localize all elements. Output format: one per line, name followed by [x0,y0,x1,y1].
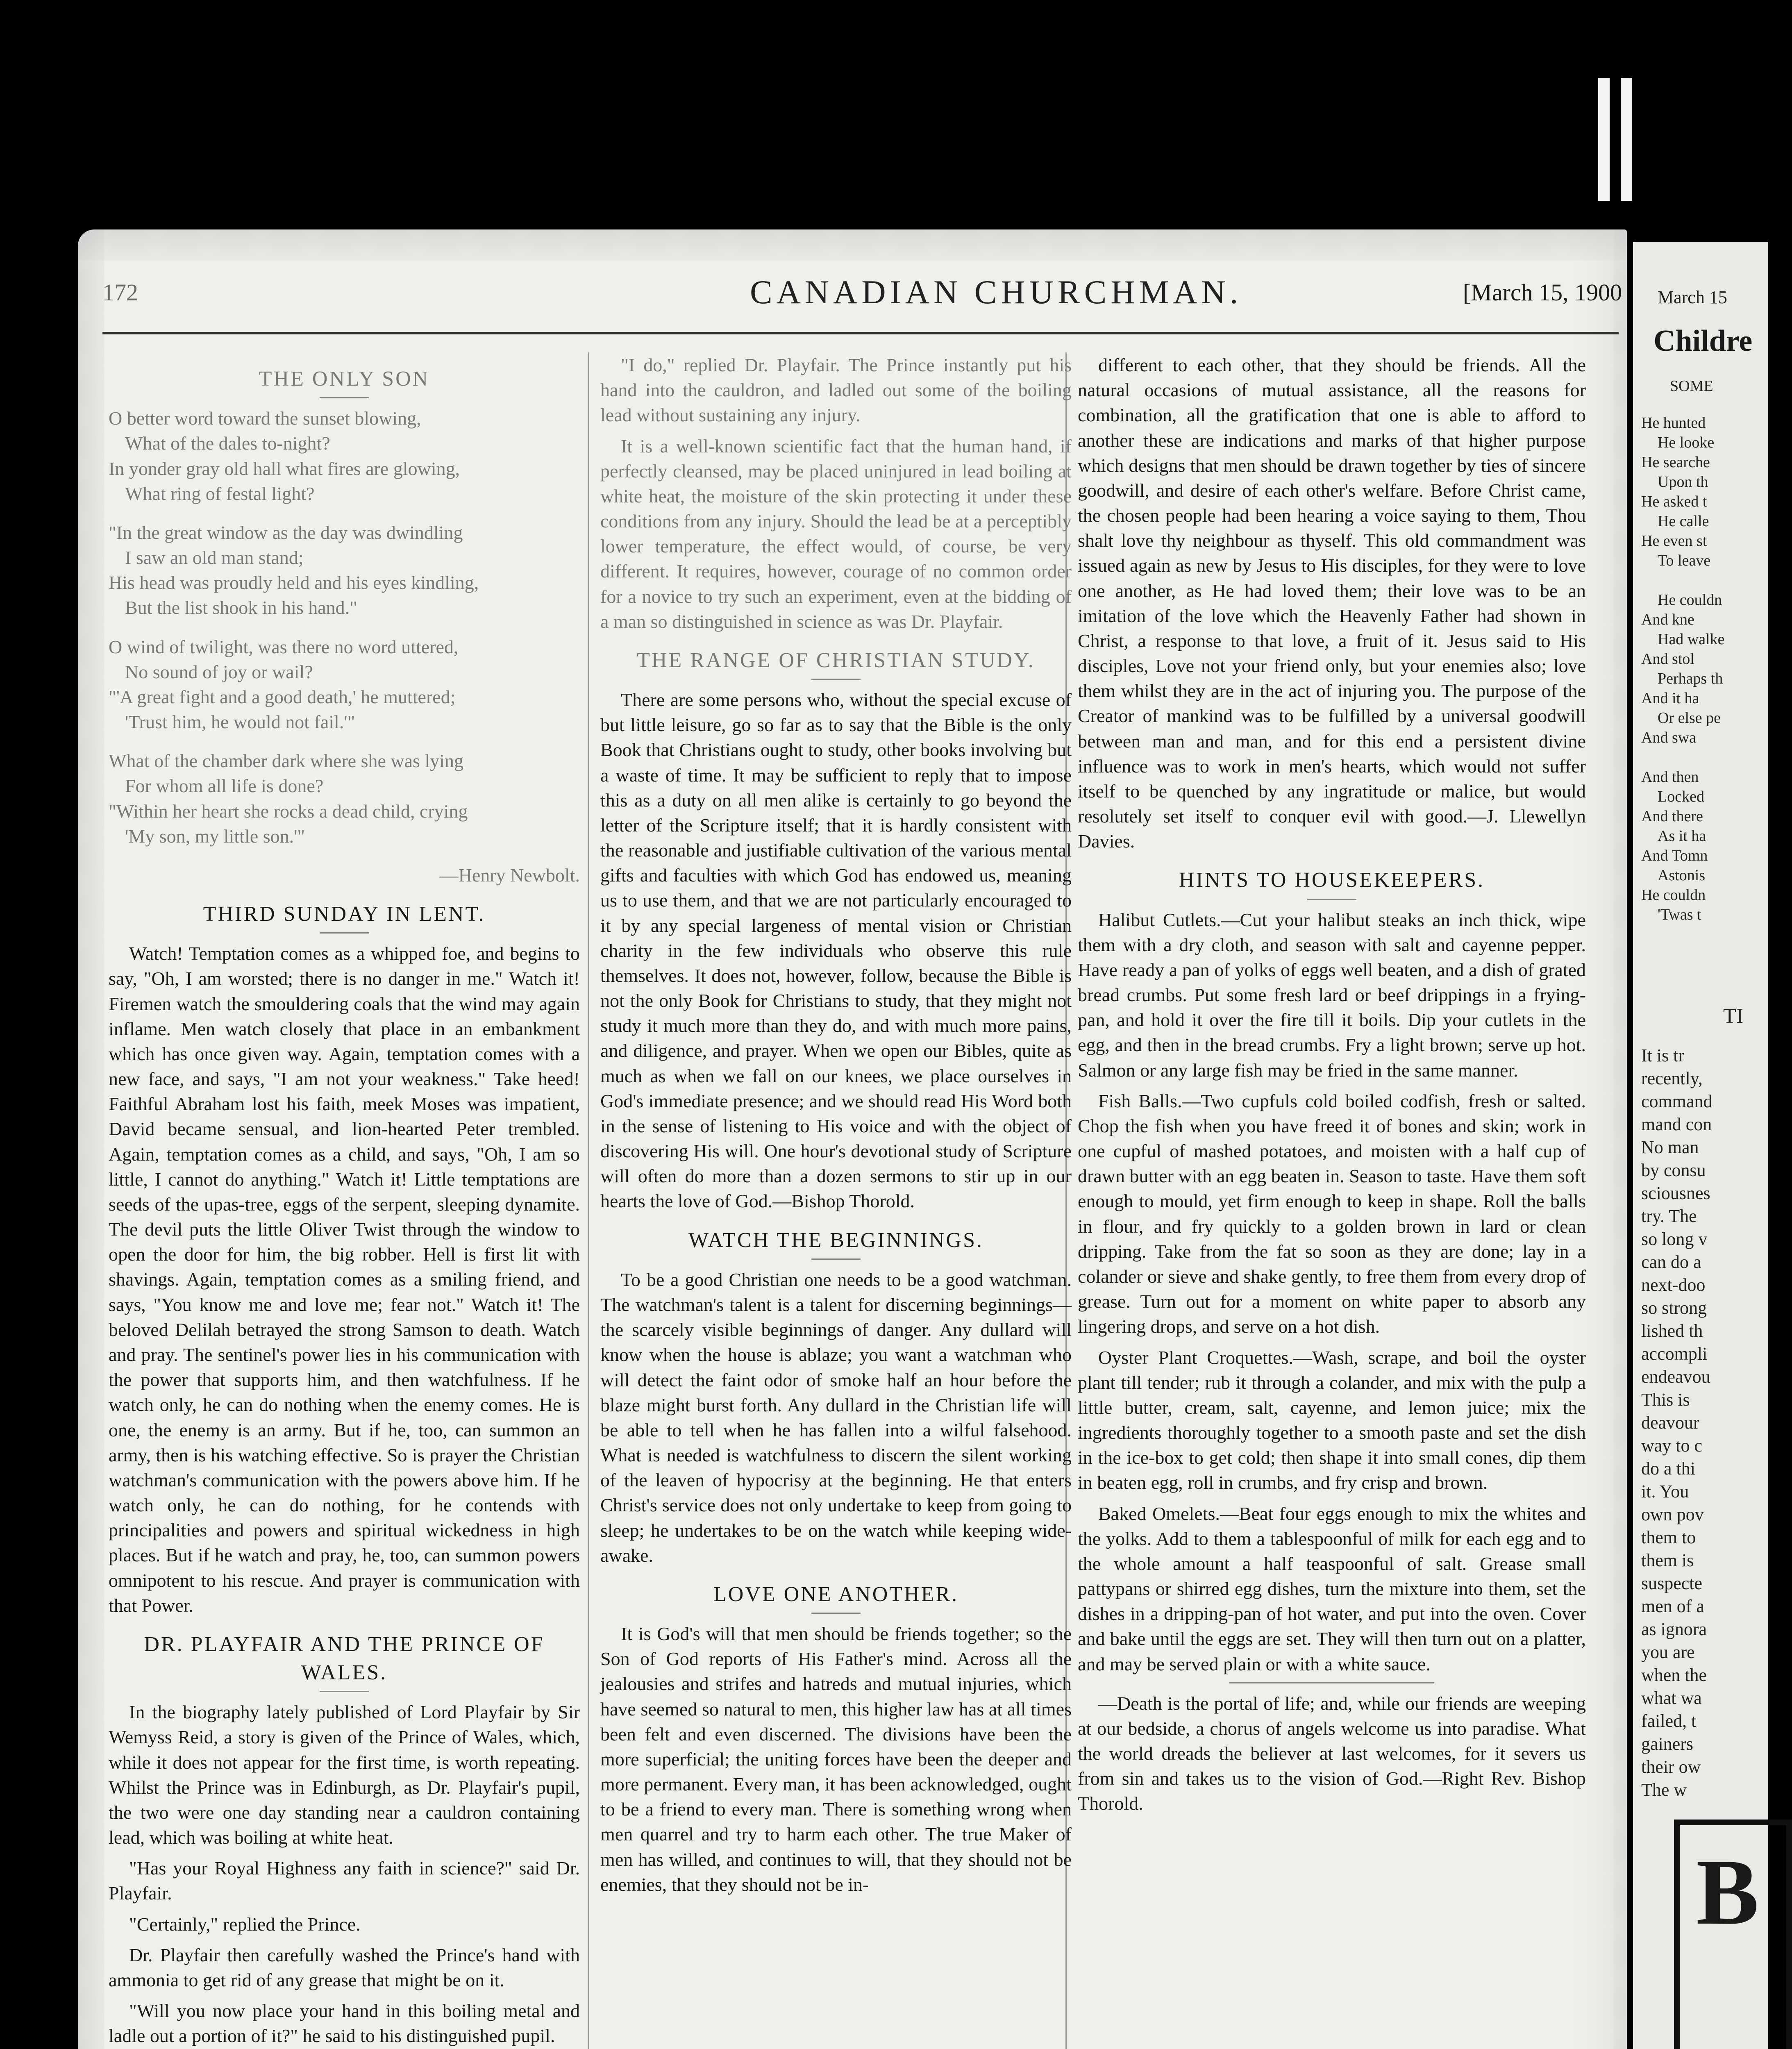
facing-page-line: It is tr [1641,1045,1685,1065]
poem-line: What of the chamber dark where she was lying [109,750,464,772]
facing-page-line: To leave [1658,552,1711,569]
facing-page-line: when the [1641,1665,1707,1685]
poem [109,406,580,888]
poem-line: O better word toward the sunset blowing, [109,408,421,429]
poem-line: "'A great fight and a good death,' he muttered; [109,686,456,707]
masthead: CANADIAN CHURCHMAN. [750,273,1242,311]
title-rule [320,932,369,934]
facing-page-line: command [1641,1091,1713,1111]
column-divider [588,352,589,2049]
facing-page-line: them to [1641,1527,1696,1547]
facing-page-line: can do a [1641,1252,1701,1272]
watch-title: WATCH THE BEGINNINGS. [688,1228,983,1252]
poem-line: 'My son, my little son.'" [125,825,305,847]
facing-page-subtitle: SOME [1670,377,1713,395]
playfair-continued: "I do," replied Dr. Playfair. The Prince instantly put his hand into the cauldron, and ladled out some of the boiling lead without sustaining any injury. [600,354,1072,426]
facing-page-line: sciousnes [1641,1183,1710,1203]
film-mark [1598,78,1610,201]
title-rule [811,1258,861,1260]
facing-page [1633,242,1768,2049]
poem-line: I saw an old man stand; [125,547,304,568]
love-title: LOVE ONE ANOTHER. [713,1582,959,1606]
facing-page-line: gainers [1641,1734,1694,1754]
facing-page-line: lished th [1641,1321,1703,1341]
facing-page-line: He couldn [1641,886,1706,904]
hint-recipe: Oyster Plant Croquettes.—Wash, scrape, and boil the oyster plant till tender; rub it through a colander, and mix with the pulp a little butter, cream, salt, cayenne, and lemon juice; mix the ingredients thoroughly together to a smooth paste and set the dish in the ice-box to get cold; then shape it into small cones, dip them in beaten egg, roll in crumbs, and fry crisp and brown. [1078,1347,1586,1493]
page-header [78,270,1627,332]
playfair-paragraph: In the biography lately published of Lord Playfair by Sir Wemyss Reid, a story is given of the Prince of Wales, which, while it does not appear for the first time, is worth repeating. Whilst the Prince was in Edinburgh, as Dr. Playfair's pupil, the two were one day standing near a cauldron containing lead, which was boiling at white heat. [109,1701,580,1848]
newspaper-page [78,229,1627,2049]
facing-page-line: And kne [1641,611,1694,628]
facing-page-line: He asked t [1641,493,1707,510]
facing-page-line: endeavou [1641,1367,1710,1387]
poem-stanza [109,520,580,620]
column-3 [1078,352,1586,1822]
title-rule [320,397,369,398]
playfair-paragraph: Dr. Playfair then carefully washed the Prince's hand with ammonia to get rid of any grease that might be on it. [109,1944,580,1990]
facing-page-line: so strong [1641,1298,1707,1318]
facing-page-line: accompli [1641,1344,1708,1364]
facing-page-line: As it ha [1658,827,1706,845]
facing-page-line: their ow [1641,1757,1701,1777]
issue-date: [March 15, 1900 [1463,279,1622,306]
facing-page-line: He searche [1641,454,1710,471]
poem-line: What ring of festal light? [125,483,315,504]
facing-page-line: do a thi [1641,1458,1695,1479]
facing-page-line: And then [1641,768,1699,786]
film-mark [1621,78,1632,201]
facing-page-line: No man [1641,1137,1699,1157]
facing-page-line: you are [1641,1642,1695,1662]
poem-line: What of the dales to-night? [125,433,330,454]
column-2 [600,352,1072,1903]
facing-page-line: He looke [1658,434,1715,451]
facing-page-line: suspecte [1641,1573,1703,1593]
section-rule [1229,1682,1434,1683]
column-1 [109,352,580,2049]
range-title: THE RANGE OF CHRISTIAN STUDY. [637,648,1035,672]
facing-page-line: own pov [1641,1504,1704,1524]
facing-page-line: by consu [1641,1160,1706,1180]
poem-line: 'Trust him, he would not fail.'" [125,711,355,733]
poem-line: O wind of twilight, was there no word uttered, [109,636,459,657]
facing-page-line: And swa [1641,729,1697,746]
facing-page-line: And it ha [1641,690,1699,707]
playfair-title: DR. PLAYFAIR AND THE PRINCE OF WALES. [144,1632,545,1685]
poem-line: But the list shook in his hand." [125,597,357,618]
facing-page-line: He calle [1658,513,1709,530]
facing-page-line: 'Twas t [1658,906,1701,923]
poem-stanza [109,406,580,506]
facing-page-line: And Tomn [1641,847,1708,864]
facing-page-line: way to c [1641,1436,1703,1456]
facing-page-line: recently, [1641,1068,1703,1088]
facing-page-line: them is [1641,1550,1694,1570]
facing-page-date: March 15 [1658,287,1727,307]
facing-page-line: He even st [1641,532,1707,550]
poem-line: His head was proudly held and his eyes kindling, [109,572,479,593]
hint-recipe: Halibut Cutlets.—Cut your halibut steaks an inch thick, wipe them with a dry cloth, and season with salt and cayenne pepper. Have ready a pan of yolks of eggs well beaten, and a dish of grated bread crumbs. Put some fresh lard or beef drippings in a frying-pan, and hold it over the fire till it boils. Dip your cutlets in the egg, and then in the bread crumbs. Fry a light brown; serve up hot. Salmon or any large fish may be fried in the same manner. [1078,909,1586,1081]
facing-page-line: Locked [1658,788,1704,805]
facing-page-line: failed, t [1641,1711,1697,1731]
lent-text: Watch! Temptation comes as a whipped foe, and begins to say, "Oh, I am worsted; there is no danger in me." Watch it! Firemen watch the smouldering coals that the wind may again inflame. Men watch closely that place in an embankment which has once given way. Again, temptation comes with a new face, and says, "I am not your weakness." Take heed! Faithful Abraham lost his faith, meek Moses was impatient, David became sensual, and lion-hearted Peter trembled. Again, temptation comes as a child, and says, "Oh, I am so little, I cannot do anything." Watch it! Little temptations are seeds of the upas-tree, eggs of the serpent, sleeping dynamite. The devil puts the little Oliver Twist through the window to open the door for him, the big robber. Hell is first lit with shavings. Again, temptation comes as a smiling friend, and says, "You know me and love me; fear not." Watch it! The beloved Delilah betrayed the strong Samson to death. Watch and pray. The sentinel's power lies in his communication with the power that supports him, and then watchfulness. If he watch only, he can do nothing when the enemy comes. He is one, the enemy is an army. But if he, too, can summon an army, then is his watching effective. So is prayer the Christian watchman's communication with the powers above him. If he watch only, he can do nothing, for he contends with principalities and powers and spiritual wickedness in high places. But if he watch and pray, he, too, can summon powers omnipotent to his rescue. And prayer is communication with that Power. [109,943,580,1616]
facing-page-line: try. The [1641,1206,1697,1226]
facing-page-line: Perhaps th [1658,670,1723,687]
facing-page-line: This is [1641,1390,1690,1410]
facing-page-line: The w [1641,1780,1687,1800]
poem-author: —Henry Newbolt. [439,864,580,886]
hint-recipe: Baked Omelets.—Beat four eggs enough to mix the whites and the yolks. Add to them a tablespoonful of milk for each egg and to the whole amount a half teaspoonful of salt. Grease small pattypans or shirred egg dishes, turn the mixture into them, set the dishes in a dripping-pan of hot water, and put into the oven. Cover and bake until the eggs are set. They will then turn out on a platter, and may be served plain or with a white sauce. [1078,1503,1586,1674]
poem-title: THE ONLY SON [259,367,430,391]
facing-page-line: And there [1641,808,1703,825]
hints-title: HINTS TO HOUSEKEEPERS. [1179,868,1485,892]
playfair-paragraph: "Has your Royal Highness any faith in science?" said Dr. Playfair. [109,1858,580,1904]
hint-recipe: Fish Balls.—Two cupfuls cold boiled codfish, fresh or salted. Chop the fish when you have freed it of bones and skin; work in one cupful of mashed potatoes, and moisten with a half cup of drawn butter with an egg beaten in. Season to taste. Have them soft enough to mould, yet firm enough to keep in shape. Roll the balls in flour, and fry quickly to a golden brown in lard or clean dripping. Take from the fat so soon as they are done; lay in a colander or sieve and shake gently, to free them from every drop of grease. Turn out for a moment on white paper to absorb any lingering drops, and serve on a hot dish. [1078,1090,1586,1337]
facing-page-line: He couldn [1658,591,1722,609]
playfair-continued: It is a well-known scientific fact that the human hand, if perfectly cleansed, may be placed uninjured in lead boiling at white heat, the moisture of the skin protecting it under these conditions from any injury. Should the lead be at a perceptibly lower temperature, the effect would, of course, be very different. It requires, however, courage of no common order for a novice to try such an experiment, even at the bidding of a man so distinguished in science as was Dr. Playfair. [600,435,1072,632]
facing-page-line: Upon th [1658,473,1708,491]
lent-title: THIRD SUNDAY IN LENT. [203,902,486,926]
facing-page-line: He hunted [1641,414,1706,432]
poem-stanza [109,634,580,735]
ad-border [1674,1820,1792,2049]
facing-page-line: so long v [1641,1229,1708,1249]
facing-page-line: Or else pe [1658,709,1721,727]
love-text: It is God's will that men should be friends together; so the Son of God reports of His Father's mind. Across all the jealousies and strifes and hatreds and mutual injuries, which have seemed so natural to men, this higher law has at all times been felt and even discerned. The divisions have been the more superficial; the uniting forces have been the deeper and more permanent. Every man, it has been acknowledged, ought to be a friend to every man. There is something wrong when men quarrel and try to harm each other. The true Maker of men has willed, and continues to will, that they should not be enemies, that they should not be in- [600,1623,1072,1895]
watch-text: To be a good Christian one needs to be a good watchman. The watchman's talent is a talent for discerning beginnings—the scarcely visible beginnings of danger. Any dullard will know when the house is ablaze; you want a watchman who will detect the faint odor of smoke half an hour before the blaze might burst forth. Any dullard in the Christian life will be able to tell when he has fallen into a wilful falsehood. What is needed is watchfulness to discern the silent working of the leaven of hypocrisy at the beginning. He that enters Christ's service does not only undertake to keep from going to sleep; he undertakes to be on the watch while keeping wide-awake. [600,1269,1072,1566]
poem-line: No sound of joy or wail? [125,661,313,682]
facing-page-line: men of a [1641,1596,1704,1616]
title-rule [811,1613,861,1614]
facing-page-line: mand con [1641,1114,1712,1134]
facing-page-line: what wa [1641,1688,1702,1708]
death-text: —Death is the portal of life; and, while our friends are weeping at our bedside, a chorus of angels welcome us into paradise. What the world dreads the believer at last welcomes, for it severs us from sin and takes us to the vision of God.—Right Rev. Bishop Thorold. [1078,1692,1586,1814]
playfair-paragraph: "Will you now place your hand in this boiling metal and ladle out a portion of it?" he said to his distinguished pupil. [109,2000,580,2047]
poem-line: "Within her heart she rocks a dead child, crying [109,800,468,822]
title-rule [811,679,861,680]
facing-page-line: And stol [1641,650,1694,668]
facing-page-line: deavour [1641,1413,1699,1433]
facing-page-line: next-doo [1641,1275,1706,1295]
poem-line: In yonder gray old hall what fires are glowing, [109,458,460,479]
poem-line: For whom all life is done? [125,775,324,797]
facing-page-line: as ignora [1641,1619,1707,1639]
poem-stanza [109,748,580,849]
ad-letter: B [1696,1840,1759,1944]
playfair-paragraph: "Certainly," replied the Prince. [129,1913,361,1935]
facing-page-title: Childre [1653,324,1753,358]
poem-line: "In the great window as the day was dwindling [109,522,463,543]
facing-page-line: Astonis [1658,867,1706,884]
header-rule [102,332,1619,334]
facing-page-line: Had walke [1658,631,1725,648]
page-number: 172 [102,279,138,306]
title-rule [1307,899,1356,900]
facing-page-line: it. You [1641,1481,1689,1502]
range-text: There are some persons who, without the special excuse of but little leisure, go so far as to say that the Bible is the only Book that Christians ought to study, other books involving but a waste of time. It may be sufficient to reply that to impose this as a duty on all men alike is certainly to go beyond the letter of the Scripture itself; that it is hardly consistent with the reasonable and justifiable cultivation of the various mental gifts and faculties with which God has endowed us, meaning us to use them, and that we are not particularly encouraged to it by any special largeness of mental vision or Christian charity in the few individuals who observe this rule themselves. It does not, however, follow, because the Bible is not the only Book for Christians to study, that they might not study it much more than they do, and with much more pains, and diligence, and prayer. When we open our Bibles, quite as much as when we fall on our knees, we place ourselves in God's immediate presence; and we should read His Word both in the sense of listening to His voice and with the object of discovering His will. One hour's devotional study of Scripture will often do more than a dozen sermons to stir up in our hearts the love of God.—Bishop Thorold. [600,689,1072,1212]
facing-page-section: TI [1723,1004,1744,1028]
title-rule [320,1691,369,1692]
love-continued: different to each other, that they should be friends. All the natural occasions of mutual assistance, all the reasons for combination, all the gratification that one is able to afford to another these are indications and marks of that higher purpose which designs that men should be drawn together by ties of sincere goodwill, and desire of each other's welfare. Before Christ came, the chosen people had been hearing a voice saying to them, Thou shalt love thy neighbour as thyself. This old commandment was issued again as new by Jesus to His disciples, for they were to love one another, as He had loved them; their love was to be an imitation of the love which the Heavenly Father had shown in Christ, a response to that love, a fruit of it. Jesus said to His disciples, Love not your friend only, but your enemies also; love them whilst they are in the act of injuring you. The purpose of the Creator of mankind was to be fulfilled by a universal goodwill between man and man, and for this end a persistent divine influence was to work in men's hearts, which would not suffer itself to be quenched by any ingratitude or malice, but would resolutely set itself to conquer evil with good.—J. Llewellyn Davies. [1078,354,1586,852]
